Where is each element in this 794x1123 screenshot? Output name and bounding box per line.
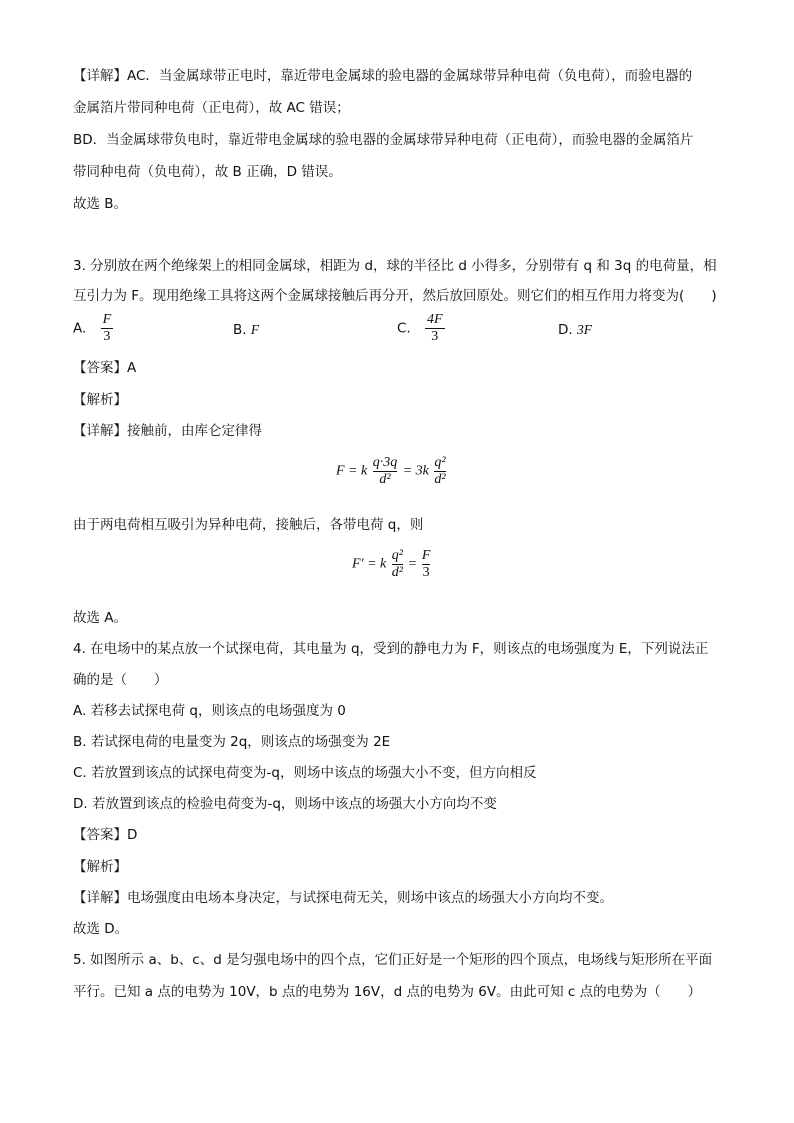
- formula-part: F = k: [336, 463, 368, 479]
- fraction: [373, 455, 398, 488]
- denominator: 3: [431, 329, 439, 344]
- text-line: 由于两电荷相互吸引为异种电荷，接触后，各带电荷 q，则: [73, 517, 424, 533]
- option-a: A. 若移去试探电荷 q，则该点的电场强度为 0: [73, 703, 346, 719]
- option-label: B.: [233, 322, 247, 338]
- detail-text: 【详解】电场强度由电场本身决定，与试探电荷无关，则场中该点的场强大小方向均不变。: [73, 890, 613, 906]
- denominator: 3: [422, 565, 430, 580]
- answer-label: 【答案】D: [73, 827, 138, 843]
- denominator: d²: [391, 565, 403, 580]
- option-label: D.: [558, 322, 573, 338]
- option-c: C. 若放置到该点的试探电荷变为-q，则场中该点的场强大小不变，但方向相反: [73, 765, 537, 781]
- text-line: BD．当金属球带负电时，靠近带电金属球的验电器的金属球带异种电荷（正电荷），而验电器的金属箔片: [73, 132, 694, 148]
- text-line: 故选 D。: [73, 921, 129, 937]
- text-line: 带同种电荷（负电荷），故 B 正确，D 错误。: [73, 164, 342, 180]
- option-d: D. 若放置到该点的检验电荷变为-q，则场中该点的场强大小方向均不变: [73, 796, 497, 812]
- option-label: C.: [397, 320, 411, 337]
- formula-after-contact: [352, 548, 432, 581]
- fraction: [392, 548, 403, 581]
- numerator: q²: [391, 548, 403, 563]
- numerator: q²: [434, 455, 446, 470]
- text-line: 金属箔片带同种电荷（正电荷），故 AC 错误；: [73, 100, 350, 116]
- option-label: A.: [73, 320, 87, 337]
- formula-part: =: [408, 556, 417, 572]
- option-a: [73, 312, 113, 345]
- formula-coulomb: [336, 455, 448, 488]
- question-3-text: 3. 分别放在两个绝缘架上的相同金属球，相距为 d，球的半径比 d 小得多，分别带有 q 和 3q 的电荷量，相: [73, 258, 717, 274]
- question-3-text: 互引力为 F。现用绝缘工具将这两个金属球接触后再分开，然后放回原处。则它们的相互作用力将变为( ): [73, 288, 717, 304]
- text-line: 故选 A。: [73, 610, 128, 626]
- answer-label: 【答案】A: [73, 360, 137, 376]
- question-5-text: 5. 如图所示 a、b、c、d 是匀强电场中的四个点，它们正好是一个矩形的四个顶点，电场线与矩形所在平面: [73, 952, 713, 968]
- formula-part: = 3k: [402, 463, 429, 479]
- option-value: F: [250, 322, 260, 337]
- denominator: 3: [103, 329, 111, 344]
- denominator: d²: [434, 472, 446, 487]
- option-b: B. 若试探电荷的电量变为 2q，则该点的场强变为 2E: [73, 734, 391, 750]
- numerator: 4F: [427, 312, 443, 327]
- fraction: [101, 312, 114, 345]
- option-c: [397, 312, 445, 345]
- fraction: [425, 312, 445, 345]
- fraction: [434, 455, 445, 488]
- question-4-text: 确的是（ ）: [73, 672, 168, 688]
- text-line: 【详解】AC．当金属球带正电时，靠近带电金属球的验电器的金属球带异种电荷（负电荷），而验电器的: [73, 68, 693, 84]
- analysis-label: 【解析】: [73, 859, 127, 875]
- option-value: 3F: [576, 322, 592, 337]
- detail-text: 【详解】接触前，由库仑定律得: [73, 423, 262, 439]
- formula-part: F′ = k: [352, 556, 387, 572]
- numerator: q·3q: [372, 455, 398, 470]
- numerator: F: [102, 312, 112, 327]
- question-5-text: 平行。已知 a 点的电势为 10V，b 点的电势为 16V，d 点的电势为 6V。由此可知 c 点的电势为（ ）: [73, 984, 702, 1000]
- text-line: 故选 B。: [73, 196, 128, 212]
- analysis-label: 【解析】: [73, 392, 127, 408]
- fraction: [422, 548, 431, 581]
- question-4-text: 4. 在电场中的某点放一个试探电荷，其电量为 q，受到的静电力为 F，则该点的电场强度为 E，下列说法正: [73, 641, 709, 657]
- option-b: [233, 322, 259, 338]
- option-d: [558, 322, 592, 338]
- numerator: F: [421, 548, 431, 563]
- denominator: d²: [379, 472, 391, 487]
